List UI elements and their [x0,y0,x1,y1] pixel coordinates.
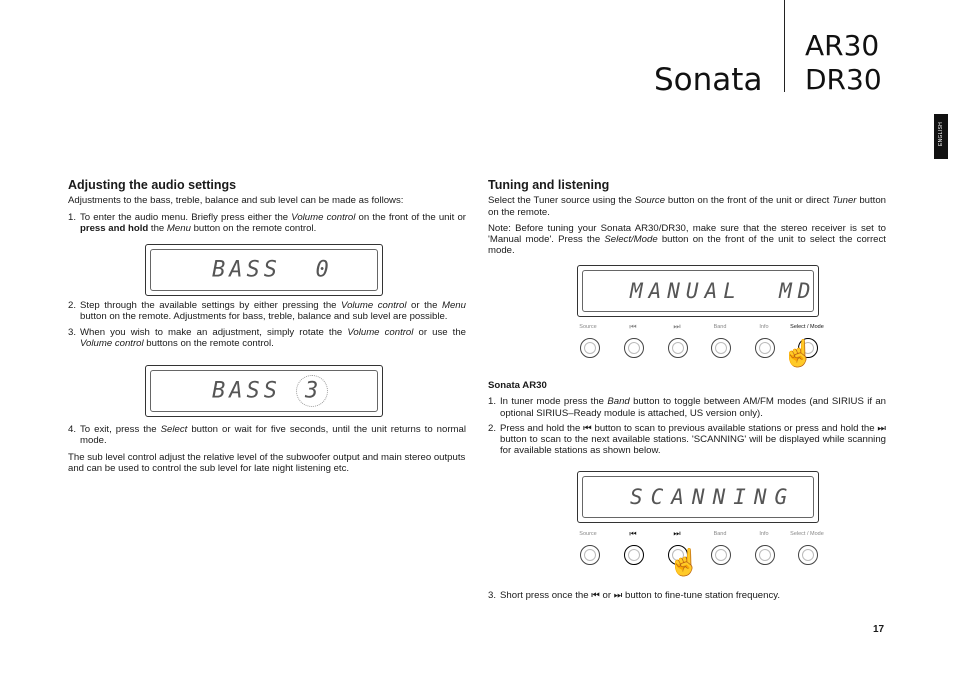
audio-step-2: 2. Step through the available settings by either pressing the Volume control or the Menu button on the remote. Adjustments for bass, treble, balance and sub level are possible. [68,300,466,323]
lcd-display-manual: MANUAL MD [577,265,819,317]
select-mode-button-2[interactable] [798,545,818,565]
label-prev-2: ⏮ [629,529,637,538]
right-column [488,180,886,257]
audio-intro: Adjustments to the bass, treble, balance and sub level can be made as follows: [68,195,404,207]
lcd-display-bass3: BASS 3 [145,365,383,417]
pointing-hand-icon: ☝ [782,338,815,368]
band-button-2[interactable] [711,545,731,565]
tuning-step-2: 2. Press and hold the ⏮ button to scan to previous available stations or press and hold the ⏭ button to scan to the next available stations. 'SCANNING' will be displayed while scanning for available stations as shown below. [488,422,886,457]
model-ar30: AR30 [805,29,880,62]
label-source: Source [579,324,597,330]
prev-button-2[interactable] [624,545,644,565]
audio-step-1: 1. To enter the audio menu. Briefly press either the Volume control on the front of the unit or press and hold the Menu button on the remote control. [68,211,466,234]
header-divider [784,0,785,92]
band-button[interactable] [711,338,731,358]
lcd-display-bass0: BASS 0 [145,244,383,296]
label-select-mode-2: Select / Mode [790,531,824,537]
tuning-step-3: 3. Short press once the ⏮ or ⏭ button to fine-tune station frequency. [488,590,781,601]
label-source-2: Source [579,531,597,537]
label-next-2: ⏭ [673,529,681,538]
tuning-intro: Select the Tuner source using the Source button on the front of the unit or direct Tuner button on the remote. [488,195,886,218]
section-title-tuning: Tuning and listening [488,178,610,192]
label-select-mode: Select / Mode [790,324,824,330]
model-dr30: DR30 [805,63,882,96]
prev-button[interactable] [624,338,644,358]
lcd-display-scanning: SCANNING [577,471,819,523]
label-info-2: Info [759,531,769,537]
subheading-ar30: Sonata AR30 [488,380,547,391]
label-next: ⏭ [673,322,681,331]
info-button[interactable] [755,338,775,358]
front-panel-buttons-1 [568,322,828,368]
left-column-end [68,424,466,474]
source-button-2[interactable] [580,545,600,565]
audio-step-3: 3. When you wish to make an adjustment, simply rotate the Volume control or use the Volume control buttons on the remote control. [68,326,466,349]
label-info: Info [759,324,769,330]
left-column [68,180,466,234]
next-button[interactable] [668,338,688,358]
label-band: Band [713,324,727,330]
right-column-ar30 [488,380,886,457]
sub-level-note: The sub level control adjust the relative level of the subwoofer output and main stereo outputs and can be used to control the sub level for late night listening etc. [68,451,466,474]
brand-logo: Sonata [654,62,763,98]
tuning-note: Note: Before tuning your Sonata AR30/DR30, make sure that the stereo receiver is set to 'Manual mode'. Press the Select/Mode button on the front of the unit to select the correct mode. [488,222,886,257]
source-button[interactable] [580,338,600,358]
audio-step-4: 4. To exit, press the Select button or wait for five seconds, until the unit returns to normal mode. [68,424,466,447]
label-band-2: Band [713,531,727,537]
tuning-step-1: 1. In tuner mode press the Band button to toggle between AM/FM modes (and SIRIUS if an optional SIRIUS–Ready module is attached, US version only). [488,396,886,419]
info-button-2[interactable] [755,545,775,565]
section-title-audio: Adjusting the audio settings [68,178,237,192]
page-number: 17 [873,624,885,635]
language-tab: ENGLISH [934,114,948,159]
right-column-step3 [488,590,886,601]
front-panel-buttons-2 [568,529,828,577]
pointing-hand-icon-2: ☝ [668,547,701,577]
left-column-steps [68,300,466,349]
label-prev: ⏮ [629,322,637,331]
